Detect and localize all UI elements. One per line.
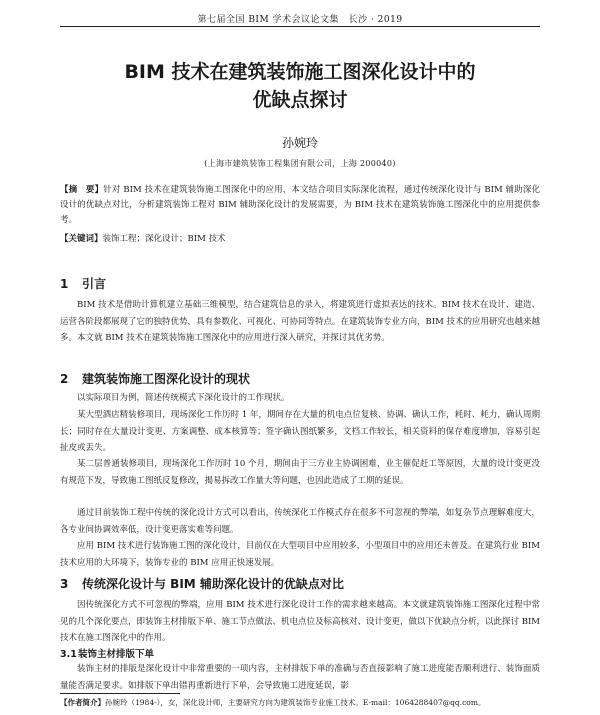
section-number: 3: [60, 577, 69, 591]
paragraph: 装饰主材的排版是深化设计中非常重要的一项内容，主材排版下单的准确与否直接影响了施工进度能否顺利进行、装饰面质量能否满足要求。如排版下单出错再重新进行下单，会导致施工进度延误，影: [60, 664, 540, 691]
abstract-text: 针对 BIM 技术在建筑装饰施工图深化中的应用，本文结合项目实际深化流程，通过传统深化设计与 BIM 辅助深化设计的优缺点对比，分析建筑装饰工程对 BIM 辅助深化设计的发展需要，为 BIM 技术在建筑装饰施工图深化中的应用提供参考。: [60, 185, 540, 225]
paragraph: 通过目前装饰工程中传统的深化设计方式可以看出，传统深化工作模式存在很多不可忽视的弊端，如复杂节点理解难度大，各专业间协调效率低，设计变更落实难等问题。: [60, 508, 540, 535]
paragraph: 以实际项目为例，简述传统模式下深化设计的工作现状。: [77, 393, 290, 403]
keywords: [60, 232, 540, 247]
section-heading-1: [60, 275, 106, 292]
section-heading-3: [60, 575, 344, 592]
paragraph: 应用 BIM 技术进行装饰施工图的深化设计，目前仅在大型项目中应用较多，小型项目中的应用还未普及。在建筑行业 BIM 技术应用的大环境下，装饰专业的 BIM 应用正快速发展。: [60, 541, 540, 568]
paragraph: 某二层普通装修项目，现场深化工作历时 10 个月，期间由于三方业主协调困难，业主催促赶工等原因，大量的设计变更没有规范下发，导致施工图纸反复修改，揭易拆改工作量大等问题，也因此造成了工期的延误。: [60, 459, 540, 486]
paper-title: [40, 58, 560, 114]
subsection-number: 3.1: [60, 649, 77, 660]
paragraph-intro: BIM 技术是借助计算机建立基础三维模型，结合建筑信息的录入，将建筑进行虚拟表达的技术。BIM 技术在设计、建造、运营各阶段都展现了它的独特优势，具有参数化、可视化、可协同等特点。在建筑装饰专业方向，BIM 技术的应用研究也越来越多。本文就 BIM 技术在建筑装饰施工图深化中的应用进行深入研究，并探讨其优劣势。: [60, 300, 541, 343]
running-header: 第七届全国 BIM 学术会议论文集 长沙 · 2019: [197, 15, 403, 25]
subsection-heading-3-1: [60, 646, 154, 660]
footnote-rule: [60, 693, 180, 694]
abstract: [60, 183, 540, 228]
title-line-1: BIM 技术在建筑装饰施工图深化设计中的: [124, 61, 476, 83]
abstract-label: 【摘 要】: [60, 185, 104, 195]
subsection-title: 装饰主材排版下单: [78, 649, 155, 660]
paragraph: 某大型酒店精装修项目，现场深化工作历时 1 年，期间存在大量的机电点位复核、协调、确认工作，耗时、耗力，确认周期长；同时存在大量设计变更、方案调整、成本核算等；签字确认图纸繁多，文档工作较长，相关资料的保存难度增加，容易引起扯皮或丢失。: [60, 410, 540, 453]
keywords-text: 装饰工程；深化设计；BIM 技术: [102, 234, 226, 244]
section-title: 传统深化设计与 BIM 辅助深化设计的优缺点对比: [82, 577, 344, 591]
keywords-label: 【关键词】: [60, 234, 103, 244]
author-affiliation: (上海市建筑装饰工程集团有限公司，上海 200040): [204, 159, 396, 168]
title-line-2: 优缺点探讨: [252, 89, 348, 111]
section-heading-2: [60, 370, 250, 387]
header-rule: [60, 26, 540, 27]
author-name: 孙婉玲: [281, 136, 318, 150]
section-title: 建筑装饰施工图深化设计的现状: [82, 372, 251, 386]
section-number: 1: [60, 277, 69, 291]
paragraph: 因传统深化方式不可忽视的弊端，应用 BIM 技术进行深化设计工作的需求越来越高。本文就建筑装饰施工图深化过程中常见的几个深化要点，即装饰主材排版下单、施工节点做法、机电点位及标高核对、设计变更，做以下优缺点分析，以此探讨 BIM 技术在施工图深化中的作用。: [60, 600, 541, 643]
author-footnote: [60, 697, 540, 708]
section-title: 引言: [82, 277, 107, 291]
section-number: 2: [60, 372, 69, 386]
footnote-text: 孙婉玲（1984-），女，深化设计师，主要研究方向为建筑装饰专业施工技术。E-mail：1064288407@qq.com。: [105, 698, 486, 707]
footnote-label: 【作者简介】: [60, 698, 105, 707]
